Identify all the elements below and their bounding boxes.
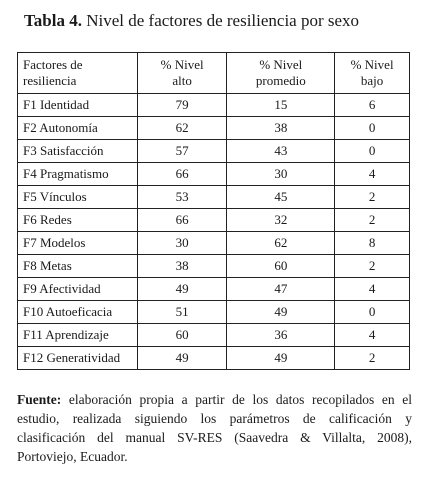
factor-cell: F5 Vínculos [18, 186, 138, 209]
header-factores: Factores de resiliencia [18, 53, 138, 94]
promedio-cell: 32 [227, 209, 335, 232]
table-row [18, 186, 410, 209]
table-row [18, 278, 410, 301]
bajo-cell: 2 [335, 347, 410, 370]
table-number: Tabla 4. [24, 11, 82, 30]
alto-cell: 53 [137, 186, 227, 209]
alto-cell: 62 [137, 117, 227, 140]
promedio-cell: 49 [227, 347, 335, 370]
bajo-cell: 2 [335, 186, 410, 209]
factor-cell: F12 Generatividad [18, 347, 138, 370]
factor-cell: F4 Pragmatismo [18, 163, 138, 186]
table-row [18, 255, 410, 278]
table-row [18, 94, 410, 117]
resilience-table [17, 52, 410, 370]
factor-cell: F7 Modelos [18, 232, 138, 255]
factor-cell: F2 Autonomía [18, 117, 138, 140]
promedio-cell: 60 [227, 255, 335, 278]
alto-cell: 49 [137, 347, 227, 370]
promedio-cell: 36 [227, 324, 335, 347]
alto-cell: 66 [137, 209, 227, 232]
header-nivel-alto: % Nivel alto [137, 53, 227, 94]
promedio-cell: 45 [227, 186, 335, 209]
bajo-cell: 2 [335, 209, 410, 232]
alto-cell: 51 [137, 301, 227, 324]
factor-cell: F10 Autoeficacia [18, 301, 138, 324]
table-caption [24, 10, 359, 32]
bajo-cell: 4 [335, 324, 410, 347]
alto-cell: 38 [137, 255, 227, 278]
table-row [18, 301, 410, 324]
promedio-cell: 30 [227, 163, 335, 186]
bajo-cell: 0 [335, 117, 410, 140]
bajo-cell: 6 [335, 94, 410, 117]
bajo-cell: 4 [335, 278, 410, 301]
table-row [18, 163, 410, 186]
header-nivel-promedio: % Nivel promedio [227, 53, 335, 94]
factor-cell: F3 Satisfacción [18, 140, 138, 163]
bajo-cell: 4 [335, 163, 410, 186]
bajo-cell: 2 [335, 255, 410, 278]
table-row [18, 347, 410, 370]
table-row [18, 117, 410, 140]
promedio-cell: 15 [227, 94, 335, 117]
factor-cell: F8 Metas [18, 255, 138, 278]
header-row [18, 53, 410, 94]
source-label: Fuente: [17, 392, 62, 407]
factor-cell: F11 Aprendizaje [18, 324, 138, 347]
alto-cell: 30 [137, 232, 227, 255]
factor-cell: F9 Afectividad [18, 278, 138, 301]
source-text: elaboración propia a partir de los datos recopilados en el estudio, realizada siguiendo los parámetros de calificación y clasificación del manual SV-RES (Saavedra & Villalta, 2008), Portoviejo, Ecuador. [17, 392, 412, 464]
alto-cell: 60 [137, 324, 227, 347]
alto-cell: 79 [137, 94, 227, 117]
table-row [18, 140, 410, 163]
promedio-cell: 49 [227, 301, 335, 324]
table-row [18, 324, 410, 347]
table-row [18, 209, 410, 232]
bajo-cell: 0 [335, 140, 410, 163]
alto-cell: 49 [137, 278, 227, 301]
alto-cell: 57 [137, 140, 227, 163]
factor-cell: F1 Identidad [18, 94, 138, 117]
promedio-cell: 38 [227, 117, 335, 140]
factor-cell: F6 Redes [18, 209, 138, 232]
alto-cell: 66 [137, 163, 227, 186]
promedio-cell: 62 [227, 232, 335, 255]
header-nivel-bajo: % Nivel bajo [335, 53, 410, 94]
table-row [18, 232, 410, 255]
source-note [17, 390, 412, 466]
promedio-cell: 47 [227, 278, 335, 301]
promedio-cell: 43 [227, 140, 335, 163]
bajo-cell: 8 [335, 232, 410, 255]
table-title: Nivel de factores de resiliencia por sexo [86, 11, 360, 30]
bajo-cell: 0 [335, 301, 410, 324]
